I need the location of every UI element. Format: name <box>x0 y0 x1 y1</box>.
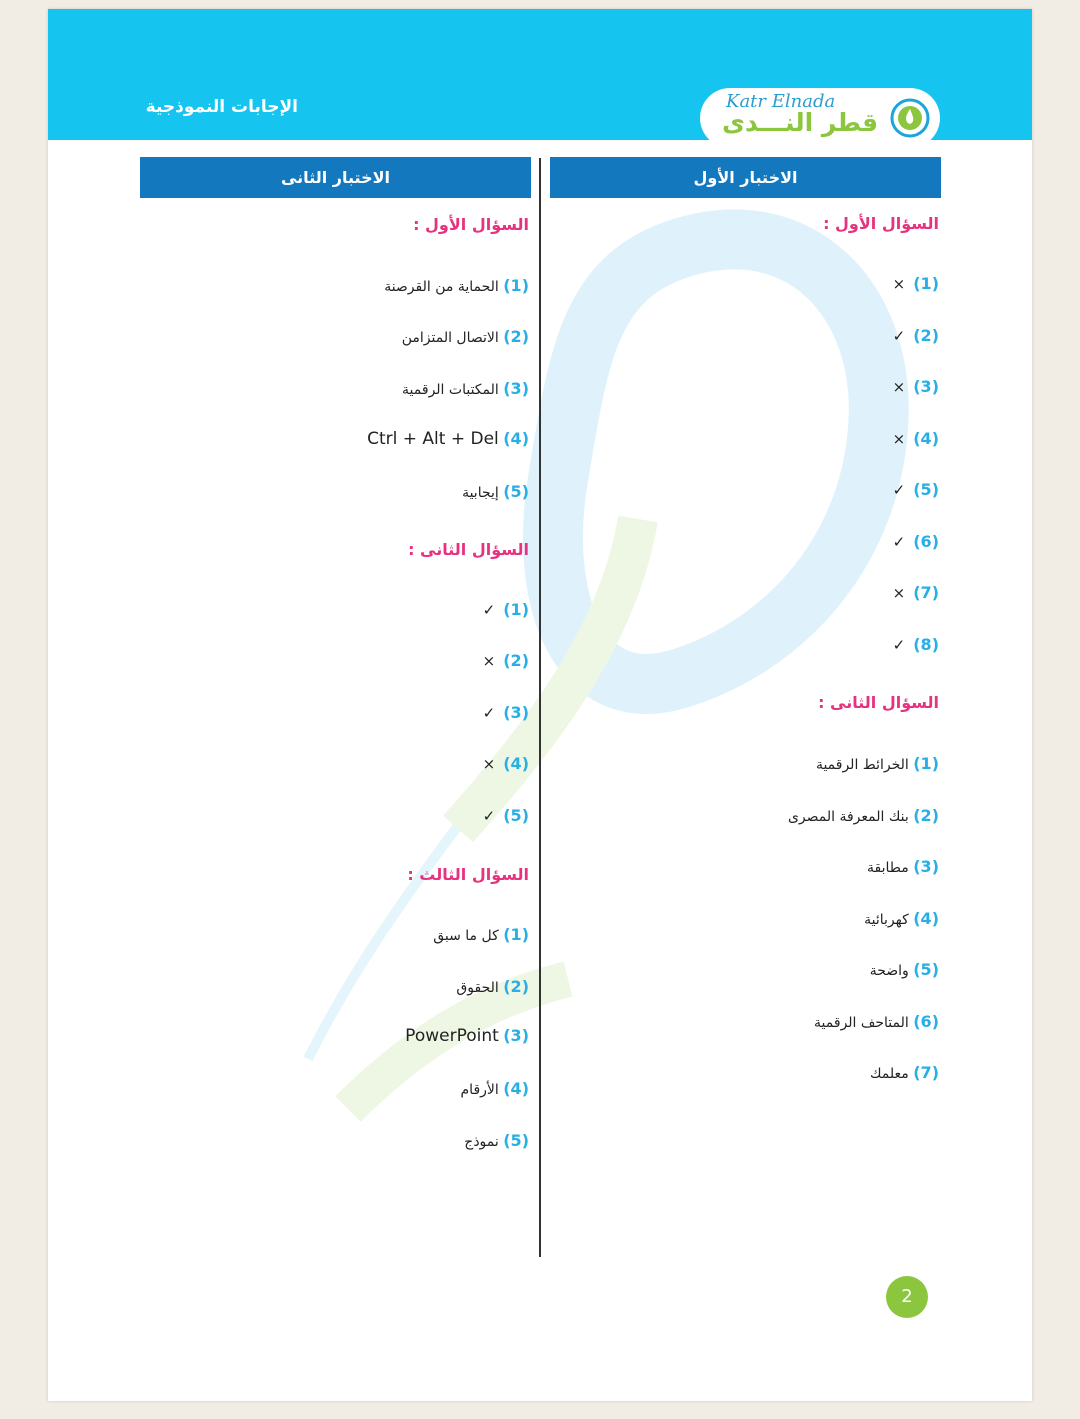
test1-column <box>550 157 941 1082</box>
list-item: (5) واضحة <box>869 960 939 979</box>
list-item: (4)× <box>892 429 939 448</box>
list-item: (6) المتاحف الرقمية <box>814 1012 939 1031</box>
list-item: (5)✓ <box>482 806 529 825</box>
test2-q2-title: السؤال الثانى : <box>408 540 529 559</box>
list-item: (3) المكتبات الرقمية <box>402 379 529 398</box>
test2-q3-title: السؤال الثالث : <box>407 865 529 884</box>
test2-header: الاختبار الثانى <box>140 157 531 198</box>
water-drop-icon <box>890 98 930 138</box>
page-header <box>48 9 1032 140</box>
list-item: (3) PowerPoint <box>405 1026 529 1046</box>
list-item: (6)✓ <box>892 532 939 551</box>
list-item: (4) كهربائية <box>864 909 939 928</box>
list-item: (4) الأرقام <box>460 1079 529 1098</box>
list-item: (3) مطابقة <box>867 857 939 876</box>
watermark-graphic <box>158 179 958 1259</box>
list-item: (5) إيجابية <box>462 482 529 501</box>
list-item: (8)✓ <box>892 635 939 654</box>
list-item: (1) الخرائط الرقمية <box>815 754 939 773</box>
list-item: (2) الحقوق <box>456 977 529 996</box>
test1-header: الاختبار الأول <box>550 157 941 198</box>
page-number-badge: 2 <box>886 1276 928 1318</box>
list-item: (4) Ctrl + Alt + Del <box>367 429 529 449</box>
list-item: (7)× <box>892 583 939 602</box>
brand-logo <box>700 88 940 148</box>
list-item: (4)× <box>482 754 529 773</box>
list-item: (2)✓ <box>892 326 939 345</box>
list-item: (1) كل ما سبق <box>433 925 529 944</box>
test2-column <box>140 157 531 1150</box>
page <box>48 9 1032 1401</box>
page-title: الإجابات النموذجية <box>145 97 298 117</box>
logo-arabic-text: قطر النـــدى <box>722 108 879 137</box>
list-item: (7) معلمك <box>870 1063 939 1082</box>
list-item: (5) نموذج <box>464 1131 529 1150</box>
test1-q1-title: السؤال الأول : <box>823 214 939 233</box>
list-item: (3)✓ <box>482 703 529 722</box>
list-item: (2) الاتصال المتزامن <box>401 327 529 346</box>
list-item: (1)✓ <box>482 600 529 619</box>
list-item: (5)✓ <box>892 480 939 499</box>
logo-latin-text: Katr Elnada <box>726 91 836 112</box>
test2-q1-title: السؤال الأول : <box>413 215 529 234</box>
test1-q2-title: السؤال الثانى : <box>818 693 939 712</box>
list-item: (3)× <box>892 377 939 396</box>
list-item: (1) الحماية من القرصنة <box>384 276 529 295</box>
list-item: (2)× <box>482 651 529 670</box>
list-item: (1)× <box>892 274 939 293</box>
list-item: (2) بنك المعرفة المصرى <box>787 806 939 825</box>
column-divider <box>539 158 541 1257</box>
